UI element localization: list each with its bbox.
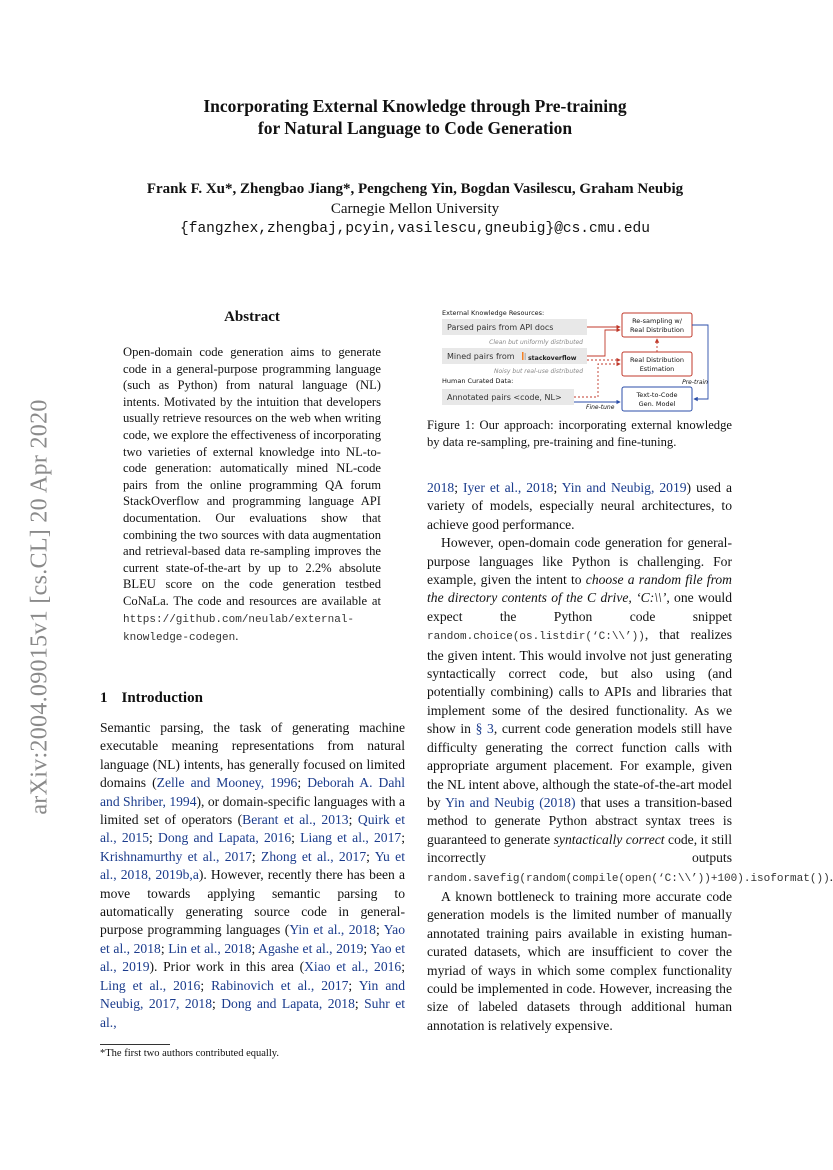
intro-paragraph-2 <box>427 534 833 888</box>
citation-link[interactable]: Quirk et al., 2015 <box>100 812 405 846</box>
citation-link[interactable]: Lin et al., 2018 <box>168 940 252 956</box>
citation-link[interactable]: Agashe et al., 2019 <box>258 940 364 956</box>
citation-link[interactable]: Deborah A. Dahl and Shriber, 1994 <box>100 775 405 809</box>
text-run: ; <box>375 922 384 938</box>
footnote: *The first two authors contributed equally. <box>100 1048 279 1059</box>
abstract-text: Open-domain code generation aims to generate code in a general-purpose programming language (such as Python) from natural language (NL) intents. Motivated by the intuition that developers usually retrieve resources on the web when writing code, we explore the effectiveness of incorporating two varieties of external knowledge into NL-to-code generation: automatically mined NL-code pairs from the online programming QA forum StackOverflow and programming language API documentation. Our evaluations show that combining the two sources with data augmentation and retrieval-based data re-sampling improves the current state-of-the-art by up to 2.2% absolute BLEU score on the code generation testbed CoNaLa. The code and resources are available at <box>123 345 381 608</box>
figure-caption: Figure 1: Our approach: incorporating external knowledge by data re-sampling, pre-training and fine-tuning. <box>427 418 732 449</box>
abstract-heading: Abstract <box>224 309 280 325</box>
text-run: ; <box>251 940 259 956</box>
estimation-label-1: Real Distribution <box>630 356 684 364</box>
intro-left-column <box>100 719 405 1032</box>
author-emails: {fangzhex,zhengbaj,pcyin,vasilescu,gneubig}@cs.cmu.edu <box>180 221 650 237</box>
api-docs-label: Parsed pairs from API docs <box>447 323 554 332</box>
resampling-label-1: Re-sampling w/ <box>632 317 682 325</box>
citation-link[interactable]: Zhong et al., 2017 <box>261 848 367 864</box>
approach-diagram <box>440 306 715 411</box>
text-run: ), or domain-specific languages with a limited set of operators ( <box>100 793 405 828</box>
citation-link[interactable]: Berant et al., 2013 <box>242 812 349 828</box>
citation-link[interactable]: Yin and Neubig (2018) <box>445 794 576 810</box>
citation-link[interactable]: Dong and Lapata, 2016 <box>158 830 292 846</box>
citation-link[interactable]: Xiao et al., 2016 <box>304 959 402 975</box>
resampling-label-2: Real Distribution <box>630 326 684 334</box>
citation-link[interactable]: Dong and Lapata, 2018 <box>221 996 355 1012</box>
mined-pairs-label: Mined pairs from <box>447 352 515 361</box>
footnote-rule <box>100 1044 170 1045</box>
text-run: , current code generation models still have difficulty generating the correct function calls with appropriate argument placement. For example, given the NL intent above, although the state-of-the-art model by <box>427 721 733 810</box>
text-run: , one would expect the Python code snippet <box>427 590 732 624</box>
text-run: ; <box>149 830 159 846</box>
citation-link[interactable]: Yin and Neubig, 2017, 2018 <box>100 977 405 1012</box>
code-repo-link[interactable]: https://github.com/neulab/external-knowledge-codegen <box>123 613 355 645</box>
text-run: , that realizes the given intent. This would involve not just generating syntactically correct code, but also using (and potentially combining) calls to APIs and libraries that implement some of the desired functionality. As we show in <box>427 627 732 737</box>
text-run: ; <box>160 940 169 956</box>
arxiv-id[interactable]: arXiv:2004.09015v1 [cs.CL] 20 Apr 2020 <box>26 399 53 815</box>
intro-right-column <box>427 479 833 1035</box>
text-run: ; <box>200 977 212 993</box>
human-curated-label: Human Curated Data: <box>442 377 514 385</box>
section-number: 1 <box>100 690 108 706</box>
emphasis: syntactically correct <box>553 831 665 847</box>
title-line-1: Incorporating External Knowledge through Pre-training <box>203 96 627 116</box>
citation-link[interactable]: Ling et al., 2016 <box>100 977 201 993</box>
citation-link[interactable]: Yao et al., 2019 <box>100 940 405 975</box>
text-run: ; <box>297 775 308 791</box>
api-note: Clean but uniformly distributed <box>489 339 583 346</box>
abstract-body <box>123 344 381 647</box>
annotated-pairs-label: Annotated pairs <code, NL> <box>447 393 562 402</box>
citation-link[interactable]: Iyer et al., 2018 <box>462 480 554 495</box>
estimation-label-2: Estimation <box>639 365 675 373</box>
citation-link[interactable]: Zelle and Mooney, 1996 <box>156 775 298 791</box>
text-run: ; <box>251 848 262 864</box>
text-run: ; <box>348 812 358 828</box>
abstract-end: . <box>235 629 239 644</box>
code-snippet: random.savefig(random(compile(open(‘C:\\’))+100).isoformat()) <box>427 872 830 885</box>
title-line-2: for Natural Language to Code Generation <box>257 118 573 138</box>
figure-1 <box>440 306 715 411</box>
citation-link[interactable]: 2018 <box>427 480 455 495</box>
citation-link[interactable]: Liang et al., 2017 <box>300 830 402 846</box>
section-title: Introduction <box>121 690 203 706</box>
text-run: ). However, recently there has been a move towards applying semantic parsing to automatically generating source code in general-purpose programming languages ( <box>100 867 405 938</box>
intro-paragraph-1 <box>100 719 405 1032</box>
text-run: ; <box>363 940 371 956</box>
section-heading <box>100 690 203 707</box>
text-run: ; <box>291 830 301 846</box>
text-run: . <box>829 868 833 884</box>
citation-link[interactable]: Yu et al., 2018, 2019b,a <box>100 848 405 883</box>
emphasis: choose a random file from the directory contents of the C drive, ‘C:\\’ <box>427 572 732 606</box>
text-run: ) used a variety of models, especially neural architectures, to achieve good performance. <box>427 480 733 532</box>
text-run: ; <box>354 996 365 1012</box>
mined-to-resample-arrow <box>587 330 620 356</box>
stackoverflow-wordmark: stackoverflow <box>528 355 577 362</box>
author-block <box>100 179 730 239</box>
text-run: ; <box>553 480 562 495</box>
section-ref-link[interactable]: § 3 <box>475 721 494 737</box>
ext-resources-label: External Knowledge Resources: <box>442 309 545 317</box>
citation-link[interactable]: Yao et al., 2018 <box>100 922 405 956</box>
citation-link[interactable]: Suhr et al., <box>100 996 405 1030</box>
paper-title <box>100 95 730 139</box>
text-run: ; <box>401 959 405 975</box>
text-run: that uses a transition-based method to generate Python abstract syntax trees is guaranteed to generate <box>427 794 732 847</box>
intro-paragraph-continued <box>427 479 732 534</box>
text-run: Semantic parsing, the task of generating machine executable meaning representations from natural language (NL) intents, has generally focused on limited domains ( <box>100 720 405 791</box>
intro-paragraph-3: A known bottleneck to training more accurate code generation models is the limited number of manually annotated training pairs available in existing human-curated datasets, which are insufficient to cover the myriad of ways in which some complex functionality could be implemented in code. However, increasing the size of labeled datasets through additional human annotation is relatively expensive. <box>427 888 732 1033</box>
model-label-1: Text-to-Code <box>636 391 678 399</box>
citation-link[interactable]: Yin et al., 2018 <box>289 922 376 938</box>
citation-link[interactable]: Yin and Neubig, 2019 <box>561 480 687 495</box>
text-run: ; <box>348 977 359 993</box>
author-names: Frank F. Xu*, Zhengbao Jiang*, Pengcheng Yin, Bogdan Vasilescu, Graham Neubig <box>146 181 684 197</box>
text-run: ; <box>454 480 463 495</box>
finetune-label: Fine-tune <box>586 404 615 411</box>
model-label-2: Gen. Model <box>638 400 676 408</box>
citation-link[interactable]: Rabinovich et al., 2017 <box>211 977 349 993</box>
affiliation: Carnegie Mellon University <box>330 201 500 217</box>
pretrain-arrow <box>692 325 708 399</box>
arxiv-stamp <box>20 362 60 852</box>
text-run: ). Prior work in this area ( <box>149 959 305 975</box>
citation-link[interactable]: Krishnamurthy et al., 2017 <box>100 848 252 864</box>
text-run: ; <box>401 830 405 846</box>
pretrain-label: Pre-train <box>682 379 708 386</box>
text-run: code, it still incorrectly outputs <box>427 831 732 866</box>
mined-note: Noisy but real-use distributed <box>493 368 583 375</box>
text-run: However, open-domain code generation for general-purpose languages like Python is challenging. For example, given the intent to <box>427 535 732 588</box>
text-run: ; <box>366 848 375 864</box>
code-snippet: random.choice(os.listdir(‘C:\\’)) <box>427 631 645 644</box>
text-run: ; <box>212 996 222 1012</box>
